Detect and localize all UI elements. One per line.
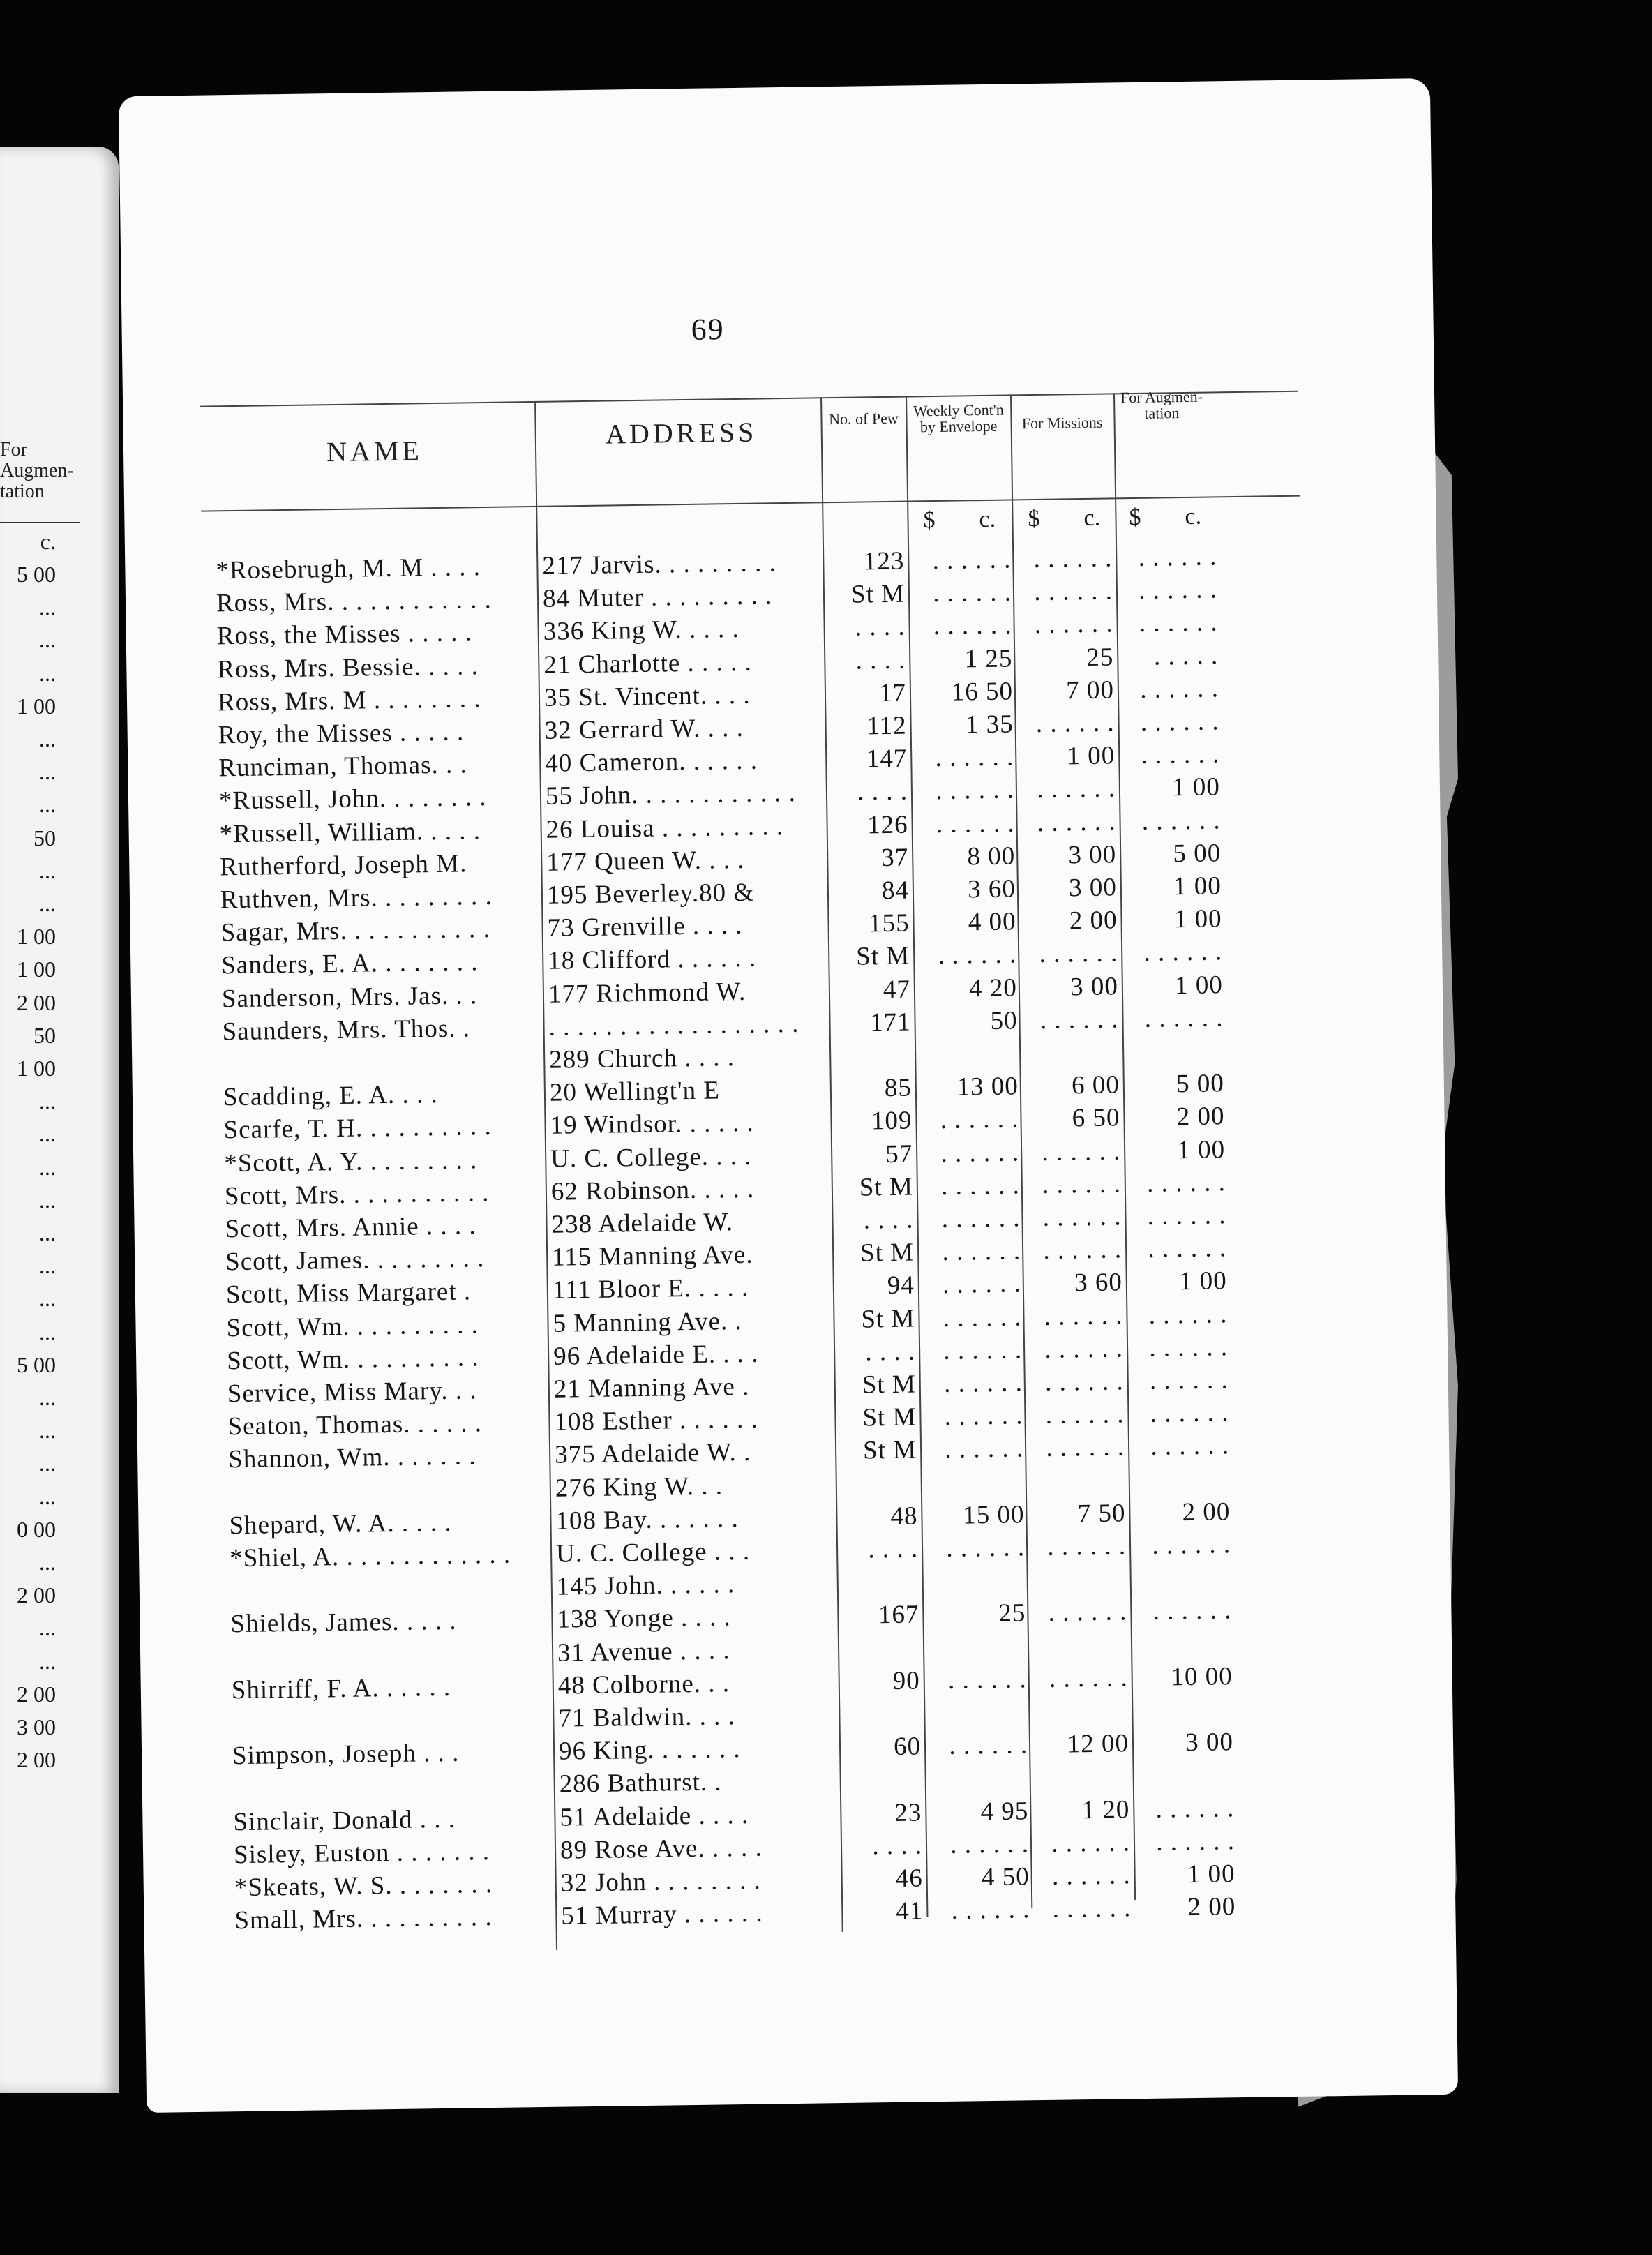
entry-weekly: . . . . . . [935,742,1014,773]
entry-pew: St M [859,1172,914,1202]
entry-augmentation: . . . . . . [1155,1826,1236,1857]
entry-pew: 46 [895,1864,923,1893]
entry-pew: 147 [866,744,908,774]
entry-augmentation: 1 00 [1173,904,1222,934]
facing-page-value: 0 00 [17,1516,56,1542]
entry-address: 286 Bathurst. . [559,1767,722,1799]
entry-pew: . . . . [855,612,906,642]
unit-cents-weekly: c. [979,506,996,533]
entry-name: Scott, Mrs. . . . . . . . . . . [224,1178,490,1211]
entry-address: U. C. College . . . [555,1536,751,1568]
entry-address: 96 King. . . . . . . [558,1735,741,1766]
entry-pew [842,1698,920,1700]
entry-address: 40 Cameron. . . . . . [545,746,758,779]
entry-name: Ross, Mrs. . . . . . . . . . . . [216,585,493,618]
facing-page-value: ... [39,792,56,818]
entry-name: Seaton, Thomas. . . . . . [227,1409,483,1441]
entry-weekly: . . . . . . [946,1533,1026,1563]
entry-address: 35 St. Vincent. . . . [543,680,751,712]
facing-page-value: ... [39,1088,56,1114]
header-augmentation: For Augmen-tation [1120,387,1203,422]
facing-page-value: ... [39,1220,56,1245]
entry-address: 51 Murray . . . . . . [561,1898,763,1931]
entry-pew: St M [861,1304,915,1334]
entry-address: 375 Adelaide W. . [554,1438,751,1470]
entry-name: Scott, Mrs. Annie . . . . [225,1211,476,1244]
facing-page-value: 2 00 [17,1681,56,1707]
entry-address: 5 Manning Ave. . [553,1306,743,1338]
facing-page-value: 2 00 [17,989,56,1015]
entry-weekly: 3 60 [967,874,1016,904]
entry-missions: . . . . . . [1044,1334,1124,1364]
entry-weekly: . . . . . . [941,1204,1021,1234]
entry-augmentation: . . . . . . [1141,805,1221,836]
entry-name: Scott, James. . . . . . . . . [225,1244,485,1277]
header-pew: No. of Pew [828,409,899,428]
entry-weekly: 4 50 [981,1862,1030,1892]
header-address: ADDRESS [605,416,758,450]
entry-augmentation: 1 00 [1171,772,1221,802]
entry-weekly: . . . . . . [940,1171,1021,1201]
entry-name: Service, Miss Mary. . . [227,1376,477,1409]
entry-missions: . . . . . . [1051,1828,1131,1858]
entry-address: 51 Adelaide . . . . [560,1800,749,1832]
entry-name: *Russell, William. . . . . [219,816,481,848]
entry-weekly: . . . . . . [938,940,1017,971]
entry-missions: . . . . . . [1048,1597,1127,1628]
entry-name: Roy, the Misses . . . . . [218,717,465,750]
facing-page-value: 1 00 [17,693,56,719]
entry-address: 32 Gerrard W. . . . [544,713,744,745]
entry-augmentation: . . . . . . [1150,1431,1230,1462]
entry-augmentation: . . . . . . [1144,1003,1224,1033]
entry-augmentation: . . . . . . [1138,575,1218,606]
entry-pew: . . . . [871,1831,923,1861]
entry-augmentation: 5 00 [1176,1069,1225,1099]
entry-weekly: . . . . . . [940,1104,1019,1135]
entry-address: 108 Bay. . . . . . . [555,1504,739,1536]
entry-missions: . . . . . . [1046,1432,1125,1463]
entry-missions: . . . . . . [1049,1663,1128,1693]
entry-address: 26 Louisa . . . . . . . . . [546,811,784,844]
entry-pew: 123 [863,546,905,576]
entry-missions: 7 50 [1077,1499,1126,1529]
entry-address: 195 Beverley.80 & [546,878,755,910]
entry-weekly: 1 35 [965,710,1014,740]
facing-page-value: ... [39,726,56,751]
facing-page-value: 50 [33,825,56,851]
entry-address: 289 Church . . . . [548,1043,735,1074]
entry-weekly: 4 00 [968,907,1016,937]
facing-page-value: ... [39,1286,56,1312]
entry-augmentation: 5 00 [1173,839,1222,869]
entry-name: *Rosebrugh, M. M . . . . [216,553,481,585]
entry-pew: St M [862,1435,917,1465]
entry-missions: 3 00 [1068,873,1118,903]
facing-page-rule [0,522,80,523]
entry-address: 19 Windsor. . . . . . [550,1109,755,1141]
entry-weekly: . . . . . . [932,545,1012,576]
entry-weekly: . . . . . . [942,1236,1021,1267]
entry-augmentation: 1 00 [1177,1134,1226,1164]
facing-page-value: ... [39,1319,56,1344]
entry-augmentation: 1 00 [1178,1266,1228,1296]
entry-weekly: . . . . . . [942,1269,1022,1300]
facing-page-value: ... [39,1385,56,1410]
entry-augmentation: . . . . . . [1152,1596,1232,1626]
entry-address: 21 Manning Ave . [553,1372,750,1404]
entry-missions: 25 [1086,643,1114,672]
entry-augmentation: 2 00 [1182,1497,1231,1527]
entry-weekly: 8 00 [967,841,1016,871]
unit-dollar-augmentation: $ [1129,504,1141,531]
entry-missions: . . . . . . [1042,1169,1122,1199]
entry-weekly: . . . . . . [943,1368,1023,1398]
entry-augmentation: . . . . . . [1139,674,1219,704]
entry-missions: . . . . . . [1045,1400,1125,1430]
entry-address: 115 Manning Ave. [551,1240,753,1272]
entry-augmentation: . . . . . . [1147,1201,1226,1231]
entry-pew: . . . . [863,1205,914,1235]
entry-weekly: 16 50 [951,677,1014,707]
facing-page-value: ... [39,759,56,785]
entry-missions: . . . . . . [1044,1367,1125,1397]
entry-name: Rutherford, Joseph M. [220,849,467,882]
entry-pew: St M [859,1238,915,1268]
entry-missions: . . . . . . [1037,807,1116,837]
entry-augmentation: 1 00 [1187,1859,1236,1889]
entry-weekly: . . . . . . [951,1895,1030,1926]
entry-augmentation: . . . . . . [1143,937,1223,968]
entry-name: Sisley, Euston . . . . . . . [233,1836,490,1869]
entry-address: 238 Adelaide W. [551,1208,734,1239]
facing-page-value: ... [39,1187,56,1213]
entry-augmentation: . . . . . . [1150,1398,1229,1428]
entry-missions: 7 00 [1065,675,1115,705]
entry-missions: . . . . . . [1052,1894,1132,1924]
facing-page-value: 1 00 [17,1056,56,1081]
entry-address: 71 Baldwin. . . . [558,1702,736,1733]
entry-address: 62 Robinson. . . . . [550,1174,755,1206]
ledger-page [119,78,1458,2113]
unit-dollar-missions: $ [1028,505,1040,532]
entry-name: Scarfe, T. H. . . . . . . . . . [223,1112,493,1145]
entry-weekly: . . . . . . [944,1401,1023,1432]
facing-page-value: 50 [33,1022,56,1048]
entry-pew: . . . . [868,1534,919,1564]
entry-pew: 126 [866,810,908,839]
unit-cents-augmentation: c. [1185,503,1202,530]
entry-pew: St M [855,941,910,972]
entry-augmentation: 3 00 [1185,1728,1234,1758]
facing-page-value: 2 00 [17,1582,56,1608]
entry-address: 48 Colborne. . . [557,1669,730,1700]
entry-augmentation: . . . . . . [1138,542,1217,572]
entry-weekly: . . . . . . [949,1730,1028,1761]
entry-augmentation: . . . . . . [1140,707,1219,737]
entry-name: *Shiel, A. . . . . . . . . . . . . [229,1540,511,1573]
entry-address: 111 Bloor E. . . . . [552,1273,749,1305]
entry-weekly: . . . . . . [949,1829,1030,1859]
entry-missions: . . . . . . [1047,1531,1127,1561]
entry-missions: . . . . . . [1051,1861,1131,1891]
entry-missions: 6 50 [1072,1103,1120,1133]
entry-pew: 48 [890,1501,918,1531]
entry-weekly: . . . . . . [943,1335,1023,1365]
facing-page-value: ... [39,1154,56,1180]
entry-missions: . . . . . . [1039,1005,1119,1035]
entry-weekly: . . . . . . [932,578,1012,608]
entry-pew: 109 [871,1106,913,1136]
entry-name: Shirriff, F. A. . . . . . [231,1672,451,1705]
entry-missions: . . . . . . [1036,774,1116,804]
entry-pew: 60 [893,1732,922,1762]
entry-missions: 6 00 [1071,1070,1120,1100]
entry-pew [843,1765,921,1766]
entry-name: Shepard, W. A. . . . . [229,1508,452,1541]
entry-weekly: 4 95 [980,1796,1029,1826]
facing-page-value: ... [39,1253,56,1279]
entry-augmentation: . . . . . . [1149,1333,1229,1363]
entry-name: Scadding, E. A. . . . [223,1080,438,1112]
entry-augmentation: . . . . . . [1155,1793,1235,1824]
entry-address: 55 John. . . . . . . . . . . . [545,779,797,811]
header-name: NAME [326,435,423,468]
entry-augmentation: . . . . . . [1146,1168,1226,1198]
entry-missions: 1 00 [1067,741,1116,771]
unit-cents-missions: c. [1083,504,1101,532]
entry-augmentation: 1 00 [1173,871,1222,901]
entry-address: 138 Yonge . . . . [557,1603,732,1635]
entry-name: Ross, Mrs. Bessie. . . . . [217,651,479,684]
entry-augmentation: . . . . . . [1152,1530,1231,1560]
entry-address: 89 Rose Ave. . . . . [560,1833,763,1865]
facing-page-unit: c. [40,529,56,554]
facing-page-value: 5 00 [17,562,56,587]
facing-page-value: ... [39,594,56,620]
entry-address: 73 Grenville . . . . [547,911,743,943]
entry-name: Scott, Wm. . . . . . . . . . [226,1343,479,1376]
entry-weekly: 25 [998,1598,1026,1628]
entry-augmentation: . . . . . . [1148,1234,1227,1264]
entry-pew: 171 [869,1007,911,1037]
entry-missions: 3 00 [1069,971,1119,1001]
entry-address: 96 Adelaide E. . . . [553,1339,759,1371]
entry-weekly: . . . . . . [935,775,1015,806]
entry-name: *Scott, A. Y. . . . . . . . . [223,1145,478,1178]
entry-missions: . . . . . . [1033,544,1113,574]
entry-pew: 17 [878,678,907,707]
facing-page-value: ... [39,857,56,883]
entry-address: U. C. College. . . . [550,1141,752,1174]
entry-weekly: . . . . . . [940,1137,1020,1168]
entry-pew: 155 [868,908,910,938]
entry-pew: St M [862,1402,917,1432]
facing-page-value: ... [39,1550,56,1575]
header-weekly: Weekly Cont'n by Envelope [913,400,1004,436]
facing-page-value: ... [39,1648,56,1674]
facing-page-value: ... [39,1451,56,1476]
entry-pew: 94 [887,1271,915,1301]
entry-pew: . . . . [857,777,908,807]
entry-pew: . . . . [865,1337,916,1367]
entry-augmentation: . . . . . . [1141,740,1220,770]
entry-pew [840,1567,918,1568]
entry-pew: 23 [894,1798,922,1827]
facing-page-value: 1 00 [17,957,56,982]
entry-name: Small, Mrs. . . . . . . . . . [234,1903,493,1935]
entry-address: 18 Clifford . . . . . . [547,944,757,976]
entry-address: 177 Richmond W. [548,977,746,1009]
entry-address: 20 Wellingt'n E [549,1076,721,1107]
facing-page-value: 1 00 [17,924,56,950]
entry-weekly: . . . . . . [943,1302,1022,1333]
entry-pew: 41 [896,1896,924,1926]
header-missions: For Missions [1021,413,1103,433]
entry-name: Scott, Miss Margaret . [225,1277,472,1310]
facing-page-value: ... [39,1418,56,1444]
entry-augmentation: . . . . . . [1139,608,1218,638]
entry-address: 84 Muter . . . . . . . . . [542,581,773,614]
page-number: 69 [691,312,725,347]
entry-address: 21 Charlotte . . . . . [543,647,753,680]
entry-address: 31 Avenue . . . . [557,1635,730,1668]
facing-page-value: ... [39,627,56,653]
entry-missions: . . . . . . [1034,609,1113,640]
entry-name: Shannon, Wm. . . . . . . [227,1441,476,1474]
entry-augmentation: 10 00 [1171,1661,1233,1692]
entry-augmentation: . . . . . [1153,640,1219,671]
entry-pew: St M [862,1370,917,1400]
entry-pew [841,1633,919,1634]
entry-augmentation: 1 00 [1174,970,1224,1000]
entry-weekly: . . . . . . [945,1434,1024,1464]
entry-pew: 167 [878,1600,919,1630]
entry-augmentation: . . . . . . [1149,1365,1229,1395]
entry-name: Saunders, Mrs. Thos. . [222,1014,471,1047]
entry-augmentation: 2 00 [1176,1102,1225,1132]
entry-missions: . . . . . . [1039,938,1118,969]
entry-missions: 3 60 [1074,1268,1123,1298]
entry-pew: 57 [885,1139,913,1169]
entry-missions: . . . . . . [1035,708,1115,738]
entry-augmentation: . . . . . . [1148,1299,1228,1330]
facing-page-value: 5 00 [17,1351,56,1377]
entry-pew: 84 [881,876,910,906]
entry-missions: . . . . . . [1043,1235,1122,1266]
entry-name: Ruthven, Mrs. . . . . . . . . [220,881,493,915]
facing-page-value: ... [39,1483,56,1509]
entry-missions: 1 20 [1081,1795,1130,1825]
entry-pew: 112 [866,711,907,741]
entry-name: Ross, the Misses . . . . . [216,618,473,651]
entry-weekly: . . . . . . [936,809,1015,839]
entry-name: Simpson, Joseph . . . [232,1738,460,1771]
facing-page-value: ... [39,1615,56,1641]
entry-name: Scott, Wm. . . . . . . . . . [226,1310,479,1342]
entry-address: 108 Esther . . . . . . [554,1404,759,1437]
entry-weekly: 4 20 [968,973,1018,1003]
entry-weekly: . . . . . . [933,610,1012,641]
entry-missions: . . . . . . [1042,1136,1121,1167]
entry-missions: . . . . . . [1042,1202,1122,1232]
entry-name: *Russell, John. . . . . . . . [218,783,487,816]
entry-name: Sinclair, Donald . . . [233,1804,456,1836]
entry-address: 145 John. . . . . . [556,1570,735,1601]
entry-name: Sagar, Mrs. . . . . . . . . . . [220,915,491,947]
entry-pew: 37 [880,843,909,872]
entry-name: Sanders, E. A. . . . . . . . [221,947,479,980]
entry-augmentation: 2 00 [1187,1892,1236,1922]
entry-name: *Skeats, W. S. . . . . . . . [234,1870,493,1903]
entry-pew: . . . . [855,645,906,675]
entry-pew: 85 [884,1073,913,1103]
entry-weekly: 1 25 [964,644,1013,674]
facing-page-fragment [0,147,119,2093]
entry-weekly: 50 [990,1006,1018,1035]
entry-missions: 3 00 [1068,840,1117,870]
facing-page-column-header: For Augmen-tation [0,439,74,502]
entry-pew: 47 [883,975,911,1004]
entry-address: 177 Queen W. . . . [546,845,745,877]
entry-weekly: 15 00 [962,1500,1025,1530]
entry-missions: 2 00 [1069,906,1118,936]
entry-missions: . . . . . . [1033,576,1113,607]
entry-pew: 90 [892,1666,921,1695]
entry-name: Sanderson, Mrs. Jas. . . [221,980,478,1013]
facing-page-value: ... [39,660,56,686]
facing-page-value: ... [39,1121,56,1147]
entry-address: . . . . . . . . . . . . . . . . . . [548,1009,799,1042]
entry-weekly: 13 00 [956,1072,1019,1102]
entry-pew [833,1040,911,1042]
entry-pew: St M [850,579,906,609]
entry-address: 276 King W. . . [555,1471,723,1503]
entry-address: 336 King W. . . . . [543,615,740,647]
facing-page-value: ... [39,891,56,916]
entry-address: 217 Jarvis. . . . . . . . . [542,548,776,580]
entry-address: 32 John . . . . . . . . [560,1866,762,1898]
entry-missions: . . . . . . [1044,1301,1123,1331]
facing-page-value: 3 00 [17,1714,56,1739]
entry-name: Shields, James. . . . . [230,1607,457,1639]
entry-weekly: . . . . . . [947,1665,1028,1695]
entry-pew [839,1468,917,1469]
facing-page-value: 2 00 [17,1747,56,1773]
unit-dollar-weekly: $ [923,507,936,534]
entry-name: Runciman, Thomas. . . [218,750,467,783]
entry-name: Ross, Mrs. M . . . . . . . . [217,684,481,717]
entry-missions: 12 00 [1067,1729,1129,1759]
